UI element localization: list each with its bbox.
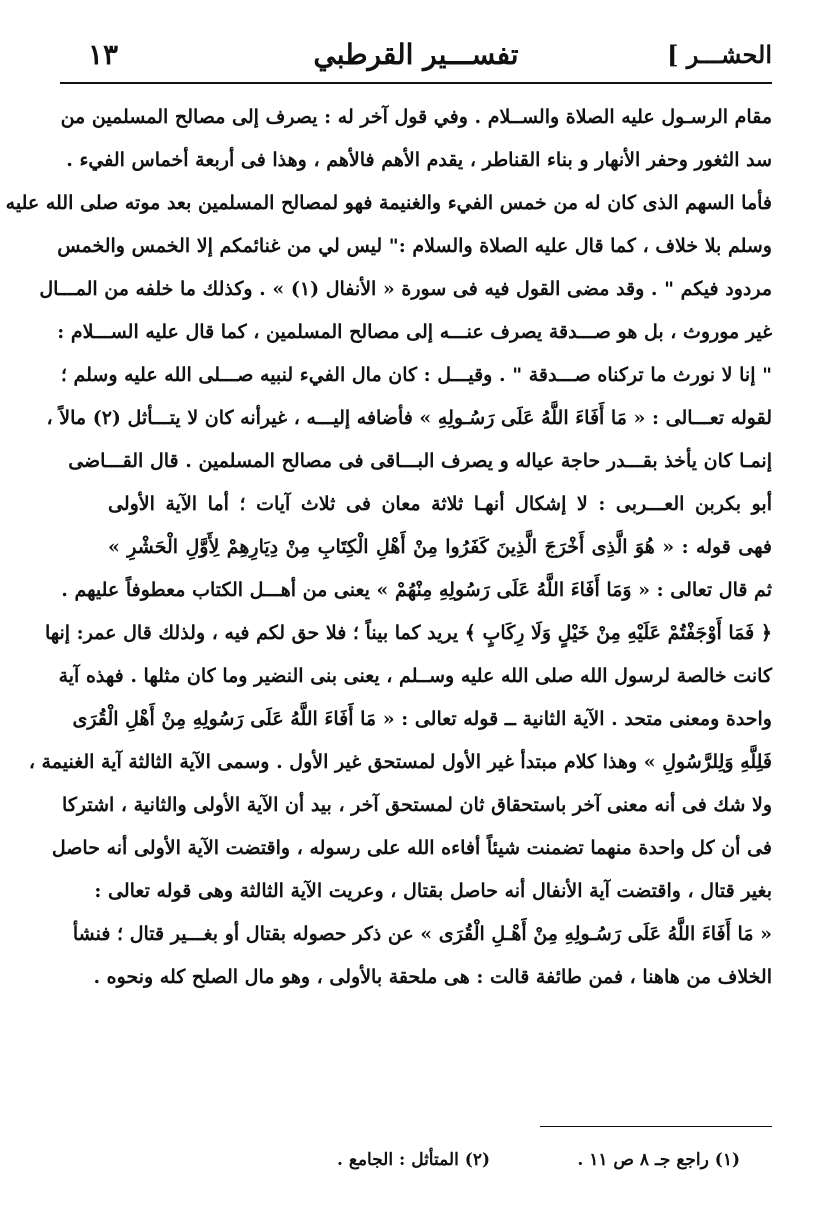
text-line: أبو بكربن العـــربى : لا إشكال أنهـا ثلاثة معان فى ثلاث آيات ؛ أما الآية الأولى xyxy=(108,493,772,515)
text-line: « مَا أَفَاءَ اللَّهُ عَلَى رَسُـولِهِ مِنْ أَهْـلِ الْقُرَى » عن ذكر حصوله بقتال أو بغـــير قتال ؛ فنشأ xyxy=(72,923,772,945)
text-line: غير موروث ، بل هو صـــدقة يصرف عنـــه إلى مصالح المسلمين ، كما قال عليه الســـلام : xyxy=(57,321,772,343)
text-line: ﴿ فَمَا أَوْجَفْتُمْ عَلَيْهِ مِنْ خَيْلٍ وَلَا رِكَابٍ ﴾ يريد كما بيناً ؛ فلا حق لكم فيه ، ولذلك قال عمر: إنها xyxy=(44,622,772,644)
text-line: سد الثغور وحفر الأنهار و بناء القناطر ، يقدم الأهم فالأهم ، وهذا فى أربعة أخماس الفيء . xyxy=(66,149,772,171)
text-line: " إنا لا نورث ما تركناه صـــدقة " . وقيـــل : كان مال الفيء لنبيه صـــلى الله عليه وسلم ؛ xyxy=(60,364,772,386)
footnote-2: (٢) المتأثل : الجامع . xyxy=(337,1150,490,1170)
text-line: فى أن كل واحدة منهما تضمنت شيئاً أفاءه الله على رسوله ، واقتضت الآية الأولى أنه حاصل xyxy=(51,837,772,859)
text-line: بغير قتال ، واقتضت آية الأنفال أنه حاصل بقتال ، وعريت الآية الثالثة وهى قوله تعالى : xyxy=(94,880,772,902)
text-line: فأما السهم الذى كان له من خمس الفيء والغنيمة فهو لمصالح المسلمين بعد موته صلى الله عليه xyxy=(5,192,772,214)
header-rule xyxy=(60,82,772,84)
footnotes xyxy=(300,1150,740,1180)
footnote-rule xyxy=(540,1126,772,1127)
page-number: ١٣ xyxy=(88,38,119,71)
text-line: مقام الرسـول عليه الصلاة والســلام . وفي قول آخر له : يصرف إلى مصالح المسلمين من xyxy=(60,106,772,128)
text-line: وسلم بلا خلاف ، كما قال عليه الصلاة والسلام :" ليس لي من غنائمكم إلا الخمس والخمس xyxy=(57,235,772,257)
text-line: ولا شك فى أنه معنى آخر باستحقاق ثان لمستحق آخر ، بيد أن الآية الأولى والثانية ، اشتركا xyxy=(62,794,772,816)
page-header xyxy=(60,32,772,80)
section-name: الحشـــر ] xyxy=(667,40,772,69)
body-text xyxy=(5,96,772,999)
text-line: فَلِلَّهِ وَلِلرَّسُولِ » وهذا كلام مبتدأ غير الأول لمستحق غير الأول . وسمى الآية الثالثة آية الغنيمة ، xyxy=(28,751,772,773)
text-line: ثم قال تعالى : « وَمَا أَفَاءَ اللَّهُ عَلَى رَسُولِهِ مِنْهُمْ » يعنى من أهـــل الكتاب معطوفاً عليهم . xyxy=(61,579,772,601)
text-line: إنمـا كان يأخذ بقـــدر حاجة عياله و يصرف البـــاقى فى مصالح المسلمين . قال القـــاضى xyxy=(68,450,772,472)
book-title: تفســـير القرطبي xyxy=(313,38,519,71)
text-line: لقوله تعـــالى : « مَا أَفَاءَ اللَّهُ عَلَى رَسُـولِهِ » فأضافه إليـــه ، غيرأنه كان لا يتـــأثل (٢) مالاً ، xyxy=(46,407,772,429)
text-line: واحدة ومعنى متحد . الآية الثانية ــ قوله تعالى : « مَا أَفَاءَ اللَّهُ عَلَى رَسُولِهِ مِنْ أَهْلِ الْقُرَى xyxy=(72,708,772,730)
text-line: مردود فيكم " . وقد مضى القول فيه فى سورة « الأنفال (١) » . وكذلك ما خلفه من المـــال xyxy=(39,278,772,300)
text-line: الخلاف من هاهنا ، فمن طائفة قالت : هى ملحقة بالأولى ، وهو مال الصلح كله ونحوه . xyxy=(93,966,772,988)
text-line: فهى قوله : « هُوَ الَّذِى أَخْرَجَ الَّذِينَ كَفَرُوا مِنْ أَهْلِ الْكِتَابِ مِنْ دِيَارِهِمْ لِأَوَّلِ الْحَشْرِ » xyxy=(108,536,772,558)
footnote-1: (١) راجع جـ ٨ ص ١١ . xyxy=(577,1150,740,1170)
text-line: كانت خالصة لرسول الله صلى الله عليه وســلم ، يعنى بنى النضير وما كان مثلها . فهذه آية xyxy=(58,665,772,687)
